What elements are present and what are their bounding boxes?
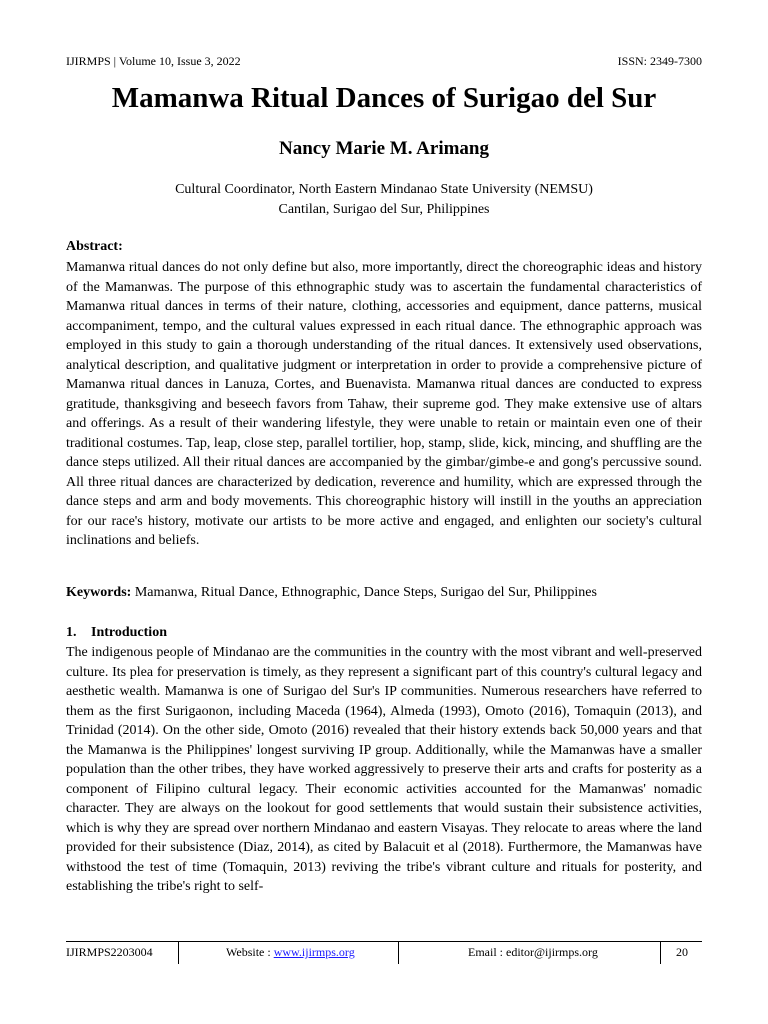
abstract-text: Mamanwa ritual dances do not only define but also, more importantly, direct the choreographic ideas and history of the Mamanwas. The purpose of this ethnographic study was to ascertain the fundamental characteristics of Mamanwa ritual dances in terms of their nature, clothing, accessories and equipment, dance patterns, musical accompaniment, tempo, and the cultural values expressed in each ritual dance. The ethnographic approach was employed in this study to gain a thorough understanding of the ritual dances. It extensively used observations, analytical description, and qualitative judgment or interpretation in order to provide a comprehensive picture of Mamanwa ritual dances in Lanuza, Cortes, and Buenavista. Mamanwa ritual dances are conducted to express gratitude, thanksgiving and beseech favors from Tahaw, their supreme god. They make extensive use of altars and offerings. As a result of their wandering lifestyle, they were unable to retain or maintain even one of their traditional costumes. Tap, leap, close step, parallel tortilier, hop, stamp, slide, kick, mincing, and shuffling are the dance steps utilized. All their ritual dances are accompanied by the gimbar/gimbe-e and gong's percussive sound. All three ritual dances are characterized by dedication, reverence and humility, which are expressed through the dance steps and arm and body movements. This choreographic history will instill in the youths an appreciation for our race's history, motivate our artists to be more active and engaged, and enlighten our society's cultural inclinations and beliefs. [66,260,702,548]
keywords-label: Keywords: [66,585,132,600]
introduction-text: The indigenous people of Mindanao are the communities in the country with the most vibrant and well-preserved culture. Its plea for preservation is timely, as they represent a significant part of this country's cultural legacy and aesthetic wealth. Mamanwa is one of Surigao del Sur's IP communities. Numerous researchers have referred to them as the first Surigaonon, including Maceda (1964), Almeda (1993), Omoto (2016), Tomaquin (2013), and Trinidad (2014). On the other side, Omoto (2016) revealed that their history extends back 50,000 years and that the Mamanwa is the Philippines' longest surviving IP group. Additionally, while the Mamanwas have a smaller population than the other tribes, they have worked aggressively to preserve their arts and crafts for posterity as a component of Filipino cultural legacy. Their economic activities accounted for the Mamanwas' nomadic character. They are always on the lookout for good settlements that would sustain their subsistence activities, which is why they are spread over northern Mindanao and eastern Visayas. They relocate to areas where the land provided for their subsistence (Diaz, 2014), as cited by Balacuit et al (2018). Furthermore, the Mamanwas have withstood the test of time (Tomaquin, 2013) reviving the tribe's vibrant culture and rituals for posterity, and establishing the tribe's right to self- [66,645,702,894]
abstract-heading: Abstract: [66,239,123,254]
issn: ISSN: 2349-7300 [617,54,702,68]
email: Email : editor@ijirmps.org [468,945,598,959]
website-label: Website : [226,945,271,959]
running-header [66,54,702,70]
page-number: 20 [676,945,688,959]
website [226,945,355,960]
footer-divider [178,942,179,964]
footer-divider [398,942,399,964]
author-name: Nancy Marie M. Arimang [278,138,489,159]
keywords [66,585,702,601]
journal-info: IJIRMPS | Volume 10, Issue 3, 2022 [66,54,241,68]
affiliation-line-2: Cantilan, Surigao del Sur, Philippines [278,202,490,217]
website-link[interactable]: www.ijirmps.org [273,945,355,959]
affiliation-line-1: Cultural Coordinator, North Eastern Mindanao State University (NEMSU) [175,182,593,197]
paper-id: IJIRMPS2203004 [66,945,153,959]
keywords-text: Mamanwa, Ritual Dance, Ethnographic, Dance Steps, Surigao del Sur, Philippines [134,585,597,600]
page-footer [66,941,702,964]
affiliation [0,180,768,220]
footer-divider [660,942,661,964]
section-number: 1. [66,625,77,640]
paper-title: Mamanwa Ritual Dances of Surigao del Sur [111,82,657,114]
section-heading-introduction [66,625,167,641]
section-title: Introduction [91,625,167,640]
